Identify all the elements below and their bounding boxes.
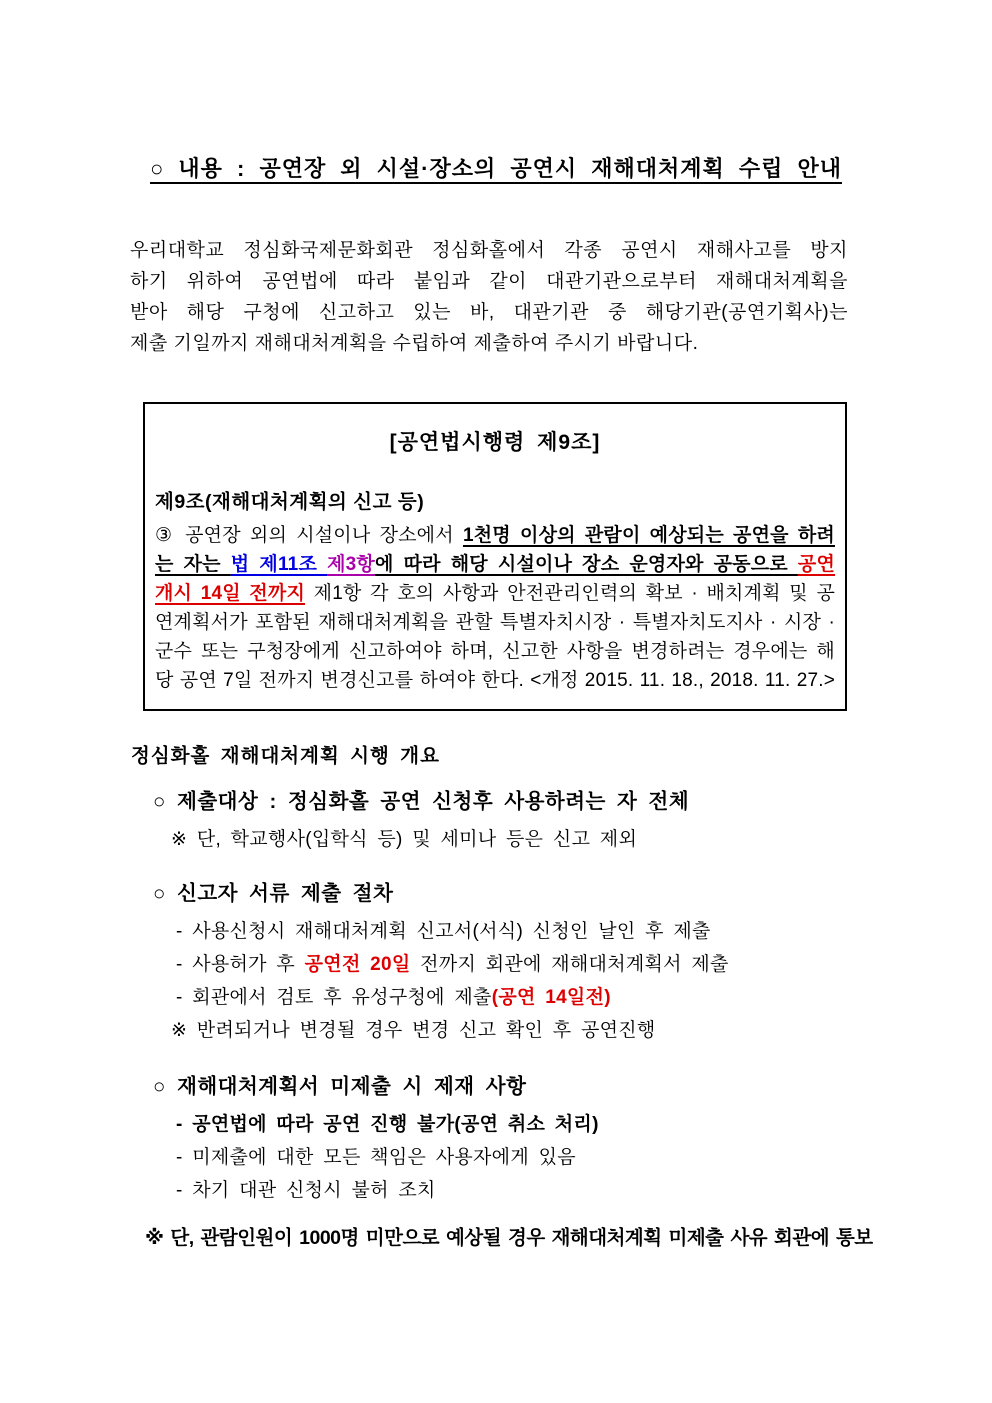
document-title: ○ 내용 : 공연장 외 시설·장소의 공연시 재해대처계획 수립 안내 — [149, 156, 842, 181]
text-run: 군수 또는 구청장에게 신고하여야 하며, 신고한 사항을 변경하려는 경우에는 해 — [155, 641, 835, 662]
law-box-heading: 제9조(재해대처계획의 신고 등) — [155, 491, 425, 513]
section-item — [153, 948, 873, 981]
section-item — [153, 1108, 873, 1141]
section-item — [153, 915, 873, 948]
text-run: 전까지 회관에 재해대처계획서 제출 — [410, 954, 729, 975]
law-box-line — [155, 521, 835, 550]
law-box-line — [155, 608, 835, 637]
text-run: 는 자는 — [155, 554, 231, 575]
text-run: - 공연법에 따라 공연 진행 불가(공연 취소 처리) — [176, 1114, 599, 1135]
text-run: ※ 단, 학교행사(입학식 등) 및 세미나 등은 신고 제외 — [171, 829, 638, 850]
section-item — [153, 823, 873, 856]
law-box-title: [공연법시행령 제9조] — [389, 431, 601, 454]
section-title: ○ 제출대상 : 정심화홀 공연 신청후 사용하려는 자 전체 — [153, 790, 690, 813]
text-run: - 차기 대관 신청시 불허 조치 — [176, 1180, 436, 1201]
text-run: 개시 14일 전까지 — [155, 583, 306, 604]
section-submission-target — [153, 784, 873, 856]
footer-note: ※ 단, 관람인원이 1000명 미만으로 예상될 경우 재해대처계획 미제출 사유 회관에 통보 — [145, 1227, 873, 1249]
text-run: 에 따라 해당 시설이나 장소 운영자와 공동으로 — [374, 554, 798, 575]
law-box — [143, 402, 847, 711]
law-box-line — [155, 550, 835, 579]
section-penalties — [153, 1069, 873, 1207]
law-box-line — [155, 579, 835, 608]
intro-paragraph — [130, 235, 848, 359]
text-run: ※ 반려되거나 변경될 경우 변경 신고 확인 후 공연진행 — [171, 1020, 656, 1041]
text-run: 당 공연 7일 전까지 변경신고를 하여야 한다. <개정 2015. 11. 18., 2018. 11. 27.> — [155, 670, 835, 691]
intro-line: 우리대학교 정심화국제문화회관 정심화홀에서 각종 공연시 재해사고를 방지 — [130, 240, 848, 261]
text-run: ③ 공연장 외의 시설이나 장소에서 — [155, 525, 463, 546]
section-title: ○ 재해대처계획서 미제출 시 제재 사항 — [153, 1075, 527, 1098]
text-run: - 사용신청시 재해대처계획 신고서(서식) 신청인 날인 후 제출 — [176, 921, 711, 942]
text-run: - 사용허가 후 — [176, 954, 305, 975]
intro-line: 제출 기일까지 재해대처계획을 수립하여 제출하여 주시기 바랍니다. — [130, 333, 699, 354]
overview-heading: 정심화홀 재해대처계획 시행 개요 — [131, 745, 440, 767]
section-item — [153, 1014, 873, 1047]
text-run: - 회관에서 검토 후 유성구청에 제출 — [176, 987, 492, 1008]
text-run: 1천명 이상의 관람이 예상되는 공연을 하려 — [462, 525, 835, 546]
intro-line: 받아 해당 구청에 신고하고 있는 바, 대관기관 중 해당기관(공연기획사)는 — [130, 302, 848, 323]
section-submission-procedure — [153, 876, 873, 1047]
text-run: 제3항 — [327, 554, 375, 575]
text-run: (공연 14일전) — [491, 987, 611, 1008]
section-item — [153, 1174, 873, 1207]
law-box-line — [155, 666, 835, 695]
text-run: 제1항 각 호의 사항과 안전관리인력의 확보 · 배치계획 및 공 — [305, 583, 835, 604]
section-item — [153, 1141, 873, 1174]
text-run: - 미제출에 대한 모든 책임은 사용자에게 있음 — [176, 1147, 576, 1168]
intro-line: 하기 위하여 공연법에 따라 붙임과 같이 대관기관으로부터 재해대처계획을 — [130, 271, 848, 292]
law-box-line — [155, 637, 835, 666]
text-run: 법 제11조 — [230, 554, 328, 575]
text-run: 공연전 20일 — [304, 954, 411, 975]
section-item — [153, 981, 873, 1014]
document-title-row — [0, 152, 992, 183]
law-box-paragraph — [155, 521, 835, 695]
text-run: 공연 — [797, 554, 836, 575]
text-run: 연계획서가 포함된 재해대처계획을 관할 특별자치시장 · 특별자치도지사 · 시장 · — [155, 612, 835, 633]
section-title: ○ 신고자 서류 제출 절차 — [153, 882, 394, 905]
